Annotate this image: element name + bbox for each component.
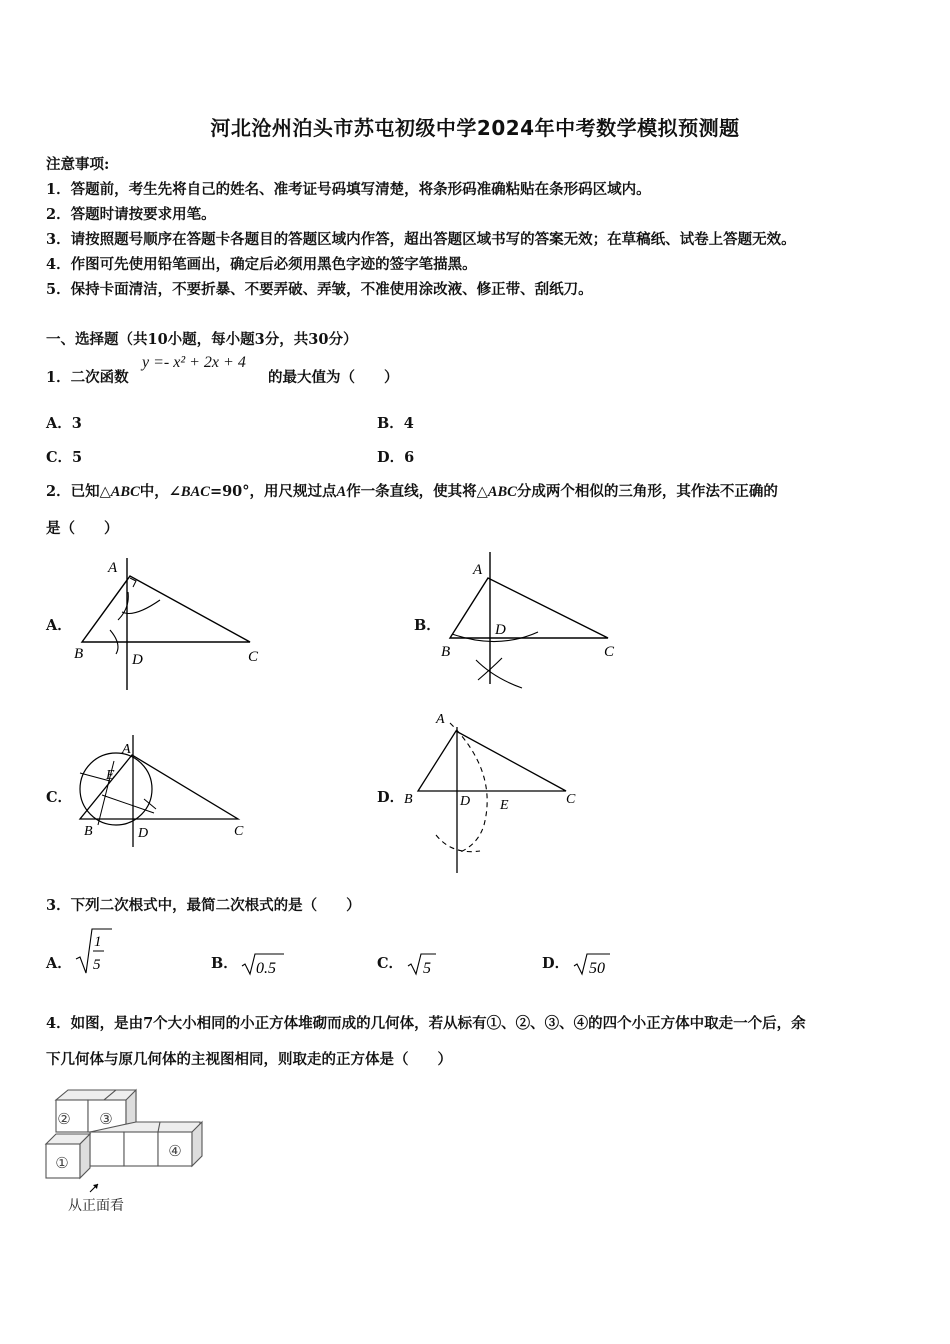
svg-text:1: 1 (94, 934, 102, 950)
svg-text:0.5: 0.5 (256, 960, 276, 977)
label-d: D (495, 622, 506, 638)
q2-option-b-label: B． (414, 617, 441, 634)
cube-label-3: ③ (99, 1110, 113, 1128)
q2-line1: 2．已知△ABC中，∠BAC=90°，用尺规过点A作一条直线，使其将△ABC分成两个相似的三角形，其作法不正确的 (46, 483, 778, 500)
q1-prefix: 1．二次函数 (46, 369, 129, 386)
q1-option-b: B．4 (377, 415, 414, 432)
q3-option-c-label: C． (377, 955, 404, 972)
q1-suffix: 的最大值为（ ） (268, 369, 399, 386)
label-d: D (132, 652, 143, 668)
section-heading: 一、选择题（共10小题，每小题3分，共30分） (46, 331, 358, 348)
cube-label-1: ① (55, 1154, 69, 1172)
q2-figure-b (438, 548, 628, 693)
label-e: E (106, 768, 115, 783)
q4-cube-figure (44, 1086, 214, 1216)
q1-formula: y =- x² + 2x + 4 (142, 354, 246, 371)
label-b: B (74, 646, 84, 662)
label-a: A (108, 560, 118, 576)
q2-option-a-label: A． (46, 617, 72, 634)
label-d: D (460, 794, 471, 809)
q2-figure-d (400, 705, 600, 875)
front-view-label: 从正面看 (68, 1198, 124, 1214)
label-a: A (436, 712, 445, 727)
q3-option-d-label: D． (542, 955, 570, 972)
q1-option-a: A．3 (46, 415, 82, 432)
q3-option-d-radical (572, 950, 616, 978)
svg-text:5: 5 (93, 957, 101, 973)
label-e: E (500, 798, 509, 813)
q4-line2: 下几何体与原几何体的主视图相同，则取走的正方体是（ ） (46, 1051, 452, 1068)
q2-figure-c (70, 735, 255, 850)
page-title: 河北沧州泊头市苏屯初级中学2024年中考数学模拟预测题 (210, 116, 740, 140)
label-c: C (566, 792, 576, 807)
q1-option-d: D．6 (377, 449, 415, 466)
q3-option-c-radical (406, 950, 440, 978)
q3-option-b-radical (240, 950, 290, 978)
label-c: C (604, 644, 615, 660)
notice-item: 4．作图可先使用铅笔画出，确定后必须用黑色字迹的签字笔描黑。 (46, 256, 477, 273)
label-c: C (234, 824, 244, 839)
notice-item: 2．答题时请按要求用笔。 (46, 206, 216, 223)
q3-option-a-label: A． (46, 955, 72, 972)
svg-text:50: 50 (589, 960, 605, 977)
svg-text:5: 5 (423, 960, 431, 977)
notice-item: 5．保持卡面清洁，不要折暴、不要弄破、弄皱，不准使用涂改液、修正带、刮纸刀。 (46, 281, 593, 298)
q3-text: 3．下列二次根式中，最简二次根式的是（ ） (46, 897, 361, 914)
q2-line2: 是（ ） (46, 520, 119, 537)
label-a: A (122, 742, 131, 757)
q3-option-a-radical (74, 925, 114, 977)
q1-option-c: C．5 (46, 449, 83, 466)
label-b: B (404, 792, 413, 807)
notice-item: 1．答题前，考生先将自己的姓名、准考证号码填写清楚，将条形码准确粘贴在条形码区域内。 (46, 181, 651, 198)
cube-label-4: ④ (168, 1142, 182, 1160)
q3-option-b-label: B． (211, 955, 238, 972)
q2-figure-a (70, 548, 270, 693)
notice-item: 3．请按照题号顺序在答题卡各题目的答题区域内作答，超出答题区域书写的答案无效；在草稿纸、试卷上答题无效。 (46, 231, 796, 248)
label-b: B (441, 644, 451, 660)
cube-label-2: ② (57, 1110, 71, 1128)
q2-option-c-label: C． (46, 789, 73, 806)
notice-heading: 注意事项: (46, 156, 110, 173)
label-a: A (473, 562, 483, 578)
label-b: B (84, 824, 93, 839)
label-c: C (248, 649, 259, 665)
q4-line1: 4．如图，是由7个大小相同的小正方体堆砌而成的几何体，若从标有①、②、③、④的四个小正方体中取走一个后，余 (46, 1015, 806, 1032)
label-d: D (138, 826, 149, 841)
q2-option-d-label: D． (377, 789, 405, 806)
